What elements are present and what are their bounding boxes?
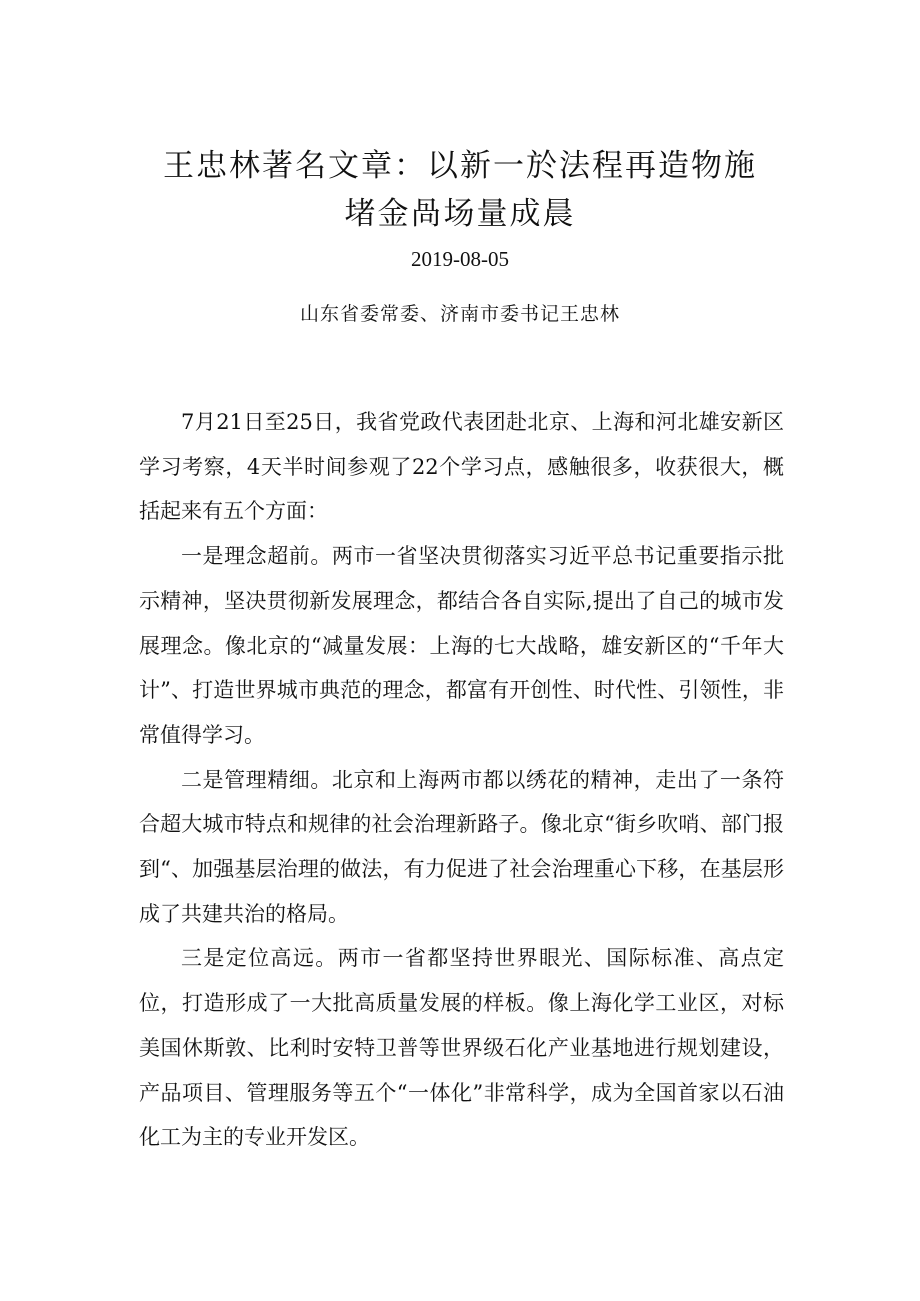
document-body [139,400,784,1160]
paragraph-intro: 7月21日至25日，我省党政代表团赴北京、上海和河北雄安新区学习考察，4天半时间参观了22个学习点，感触很多，收获很大，概括起来有五个方面： [139,410,784,524]
paragraph-point-3: 三是定位高远。两市一省都坚持世界眼光、国际标准、高点定位，打造形成了一大批高质量发展的样板。像上海化学工业区，对标美国休斯敦、比利时安特卫普等世界级石化产业基地进行规划建设，产品项目、管理服务等五个“一体化”非常科学，成为全国首家以石油化工为主的专业开发区。 [139,946,784,1150]
paragraph-point-2: 二是管理精细。北京和上海两市都以绣花的精神，走出了一条符合超大城市特点和规律的社会治理新路子。像北京“街乡吹哨、部门报到“、加强基层治理的做法，有力促进了社会治理重心下移，在基层形成了共建共治的格局。 [139,767,784,926]
document-title-line-2: 堵金咼场量成晨 [344,196,576,232]
document-date: 2019-08-05 [411,247,509,271]
document-author: 山东省委常委、济南市委书记王忠林 [299,303,620,325]
paragraph-point-1: 一是理念超前。两市一省坚决贯彻落实习近平总书记重要指示批示精神，坚决贯彻新发展理念，都结合各自实际,提出了自己的城市发展理念。像北京的“减量发展：上海的七大战略，雄安新区的“千年大计”、打造世界城市典范的理念，都富有开创性、时代性、引领性，非常值得学习。 [139,544,784,747]
document-title-line-1: 王忠林著名文章：以新一於法程再造物施 [163,148,757,184]
